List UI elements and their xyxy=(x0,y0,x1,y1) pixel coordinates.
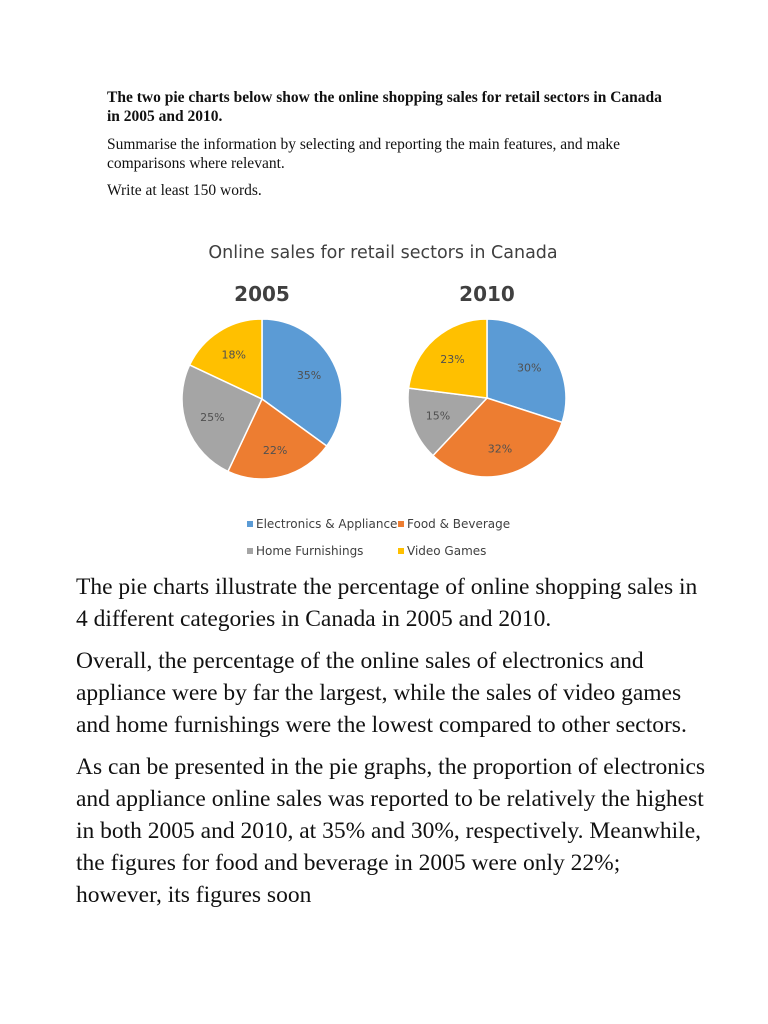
essay-paragraph-3: As can be presented in the pie graphs, the proportion of electronics and appliance online sales was reported to be relatively the highest in both 2005 and 2010, at 35% and 30%, respectively. Meanwhile, the figures for food and beverage in 2005 were only 22%; however, its figures soon xyxy=(76,754,706,908)
legend-label: Food & Beverage xyxy=(407,517,511,531)
legend-swatch xyxy=(398,521,404,527)
chart-title: Online sales for retail sectors in Canada xyxy=(208,243,558,263)
essay-body xyxy=(76,571,706,921)
task-instruction: Summarise the information by selecting and reporting the main features, and make comparisons where relevant. xyxy=(107,136,621,172)
legend-swatch xyxy=(247,521,253,527)
legend-label: Video Games xyxy=(407,544,487,558)
legend-swatch xyxy=(247,548,253,554)
pie-chart-figure xyxy=(172,232,592,570)
pie-chart-svg xyxy=(172,232,592,570)
pie-year-label: 2010 xyxy=(459,282,515,306)
pie-slice-label: 18% xyxy=(221,348,246,362)
pie-slice-label: 22% xyxy=(262,444,288,458)
pie-slice-label: 32% xyxy=(487,442,513,456)
legend-label: Electronics & Appliance xyxy=(256,517,398,531)
pie-year-label: 2005 xyxy=(234,282,290,306)
pie-slice-label: 15% xyxy=(425,409,451,423)
essay-paragraph-1: The pie charts illustrate the percentage of online shopping sales in 4 different categories in Canada in 2005 and 2010. xyxy=(76,574,698,632)
pie-slice-label: 23% xyxy=(440,352,465,366)
task-question: The two pie charts below show the online shopping sales for retail sectors in Canada in 2005 and 2010. xyxy=(107,89,662,125)
task-word-count: Write at least 150 words. xyxy=(107,182,262,199)
pie-slice-label: 35% xyxy=(296,369,322,383)
legend-label: Home Furnishings xyxy=(256,544,364,558)
pie-slice-label: 25% xyxy=(200,410,225,424)
pie-slice-label: 30% xyxy=(516,361,542,375)
legend-swatch xyxy=(398,548,404,554)
essay-paragraph-2: Overall, the percentage of the online sales of electronics and appliance were by far the largest, while the sales of video games and home furnishings were the lowest compared to other sectors. xyxy=(76,648,687,738)
task-prompt xyxy=(107,88,667,200)
